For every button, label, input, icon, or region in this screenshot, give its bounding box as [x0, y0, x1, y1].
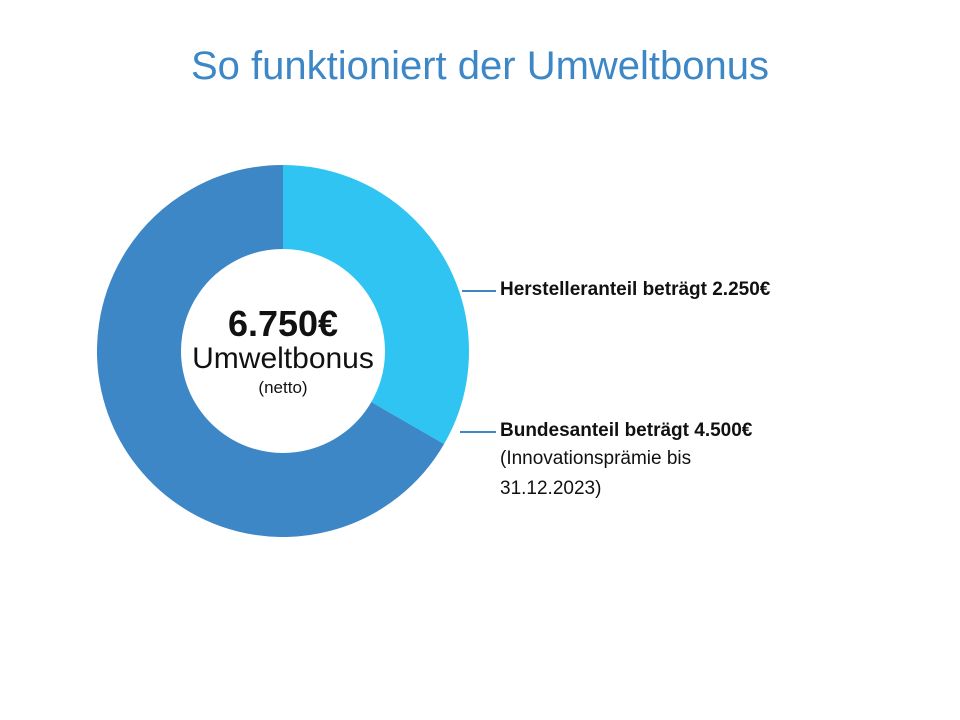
- callout-bundesanteil-note: (Innovationsprämie bis 31.12.2023): [500, 447, 692, 500]
- callout-bundesanteil: [500, 418, 780, 504]
- center-total-value: 6.750€: [227, 302, 339, 344]
- donut-graphic: [97, 165, 469, 537]
- page-title: So funktioniert der Umweltbonus: [190, 44, 770, 88]
- leader-line-bundesanteil: [460, 431, 496, 433]
- callout-herstelleranteil: [500, 277, 770, 303]
- leader-line-herstelleranteil: [462, 290, 496, 292]
- callout-bundesanteil-title: Bundesanteil beträgt 4.500€: [500, 420, 753, 441]
- callout-herstelleranteil-title: Herstelleranteil beträgt 2.250€: [500, 279, 771, 300]
- center-total-label: Umweltbonus: [192, 341, 374, 375]
- center-total-note: (netto): [258, 378, 308, 398]
- donut-svg: [97, 165, 469, 537]
